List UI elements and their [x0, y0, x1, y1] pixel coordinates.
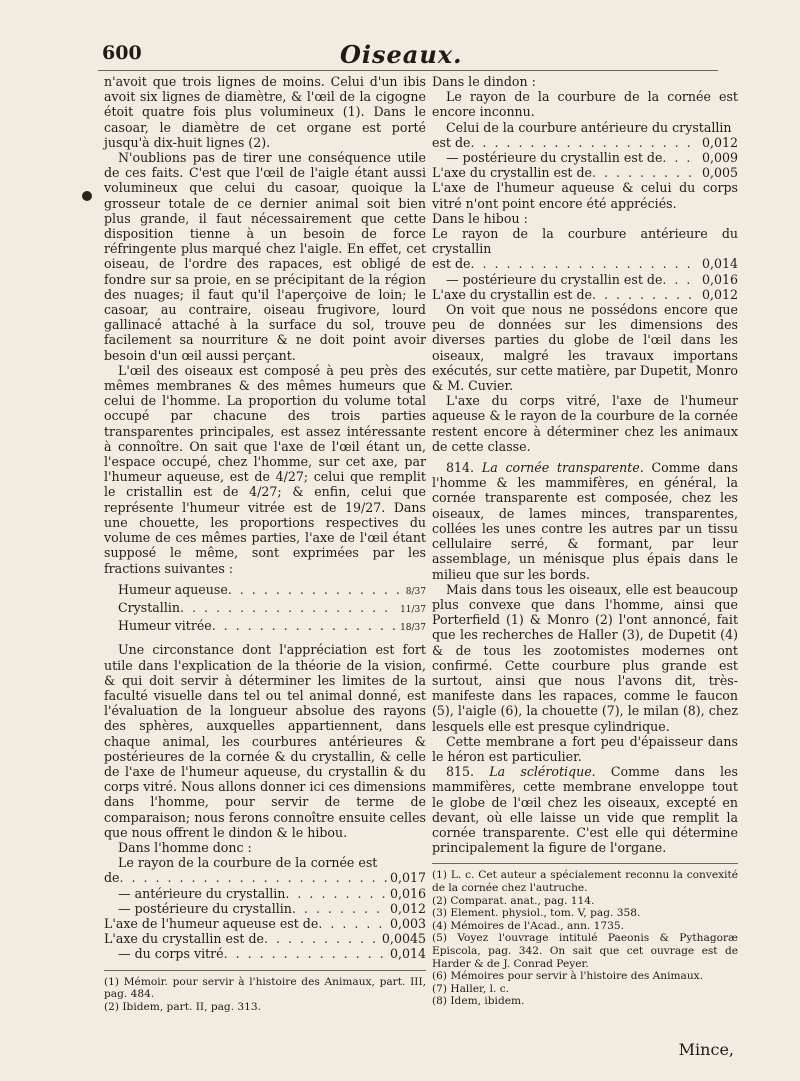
paragraph: n'avoit que trois lignes de moins. Celui d'un ibis avoit six lignes de diamètre, & l'œil de la cigogne étoit quatre fois plus volumineux (1). Dans le casoar, le diamètre de cet organe est porté jusqu'à dix-huit lignes (2).	[104, 74, 426, 150]
leader-dots	[471, 256, 699, 271]
measure-label: L'axe du crystallin est de	[432, 165, 592, 181]
measure-table	[432, 135, 738, 181]
footnote: (6) Mémoires pour servir à l'histoire des Animaux.	[432, 970, 704, 983]
measure-row	[104, 886, 426, 901]
paragraph: Dans l'homme donc :	[118, 839, 252, 855]
fraction-value: 8/37	[405, 586, 426, 597]
section-815	[432, 764, 738, 855]
paragraph: Une circonstance dont l'appréciation est fort utile dans l'explication de la théorie de la vision, & qui doit servir à déterminer les limites de la faculté visuelle dans tel ou tel animal donné, est l'évaluation de la longueur absolue des rayons des sphères, auxquelles appartiennent, dans chaque animal, les courbures antérieures & postérieures de la cornée & du crystallin, & celle de l'axe de l'humeur aqueuse, du crystallin & du corps vitré. Nous allons donner ici ces dimensions dans l'homme, pour servir de terme de comparaison; nous ferons connoître ensuite celles que nous offrent le dindon & le hibou.	[104, 642, 426, 840]
fraction-row	[118, 600, 426, 618]
fraction-label: Crystallin	[118, 599, 180, 615]
catchword: Mince,	[678, 1040, 734, 1059]
measure-value: 0,012	[701, 134, 738, 150]
paragraph: Le rayon de la courbure de la cornée est	[118, 855, 378, 871]
leader-dots	[285, 886, 387, 901]
measure-label: L'axe de l'humeur aqueuse est de	[104, 915, 319, 931]
section-title: La sclérotique.	[489, 764, 596, 780]
paragraph: Le rayon de la courbure de la cornée est encore inconnu.	[432, 89, 738, 120]
footnote-rule	[432, 863, 738, 864]
leader-dots	[264, 931, 379, 946]
fraction-row	[118, 582, 426, 600]
leader-dots	[228, 582, 403, 597]
measure-label: est de	[432, 256, 471, 272]
leader-dots	[662, 150, 699, 165]
measure-label: — du corps vitré	[118, 946, 224, 962]
measure-row	[104, 916, 426, 931]
measure-row	[432, 165, 738, 180]
measure-value: 0,014	[701, 256, 738, 272]
leader-dots	[592, 165, 699, 180]
fraction-label: Humeur vitrée	[118, 618, 212, 634]
footnote-rule	[104, 970, 426, 971]
paragraph: On voit que nous ne possédons encore que peu de données sur les dimensions des diverses parties du globe de l'œil dans les oiseaux, malgré les travaux importans exécutés, sur cette matière, par Dupetit, Monro & M. Cuvier.	[432, 302, 738, 394]
leader-dots	[212, 618, 397, 633]
left-column	[104, 74, 426, 1013]
measure-label: est de	[432, 134, 471, 150]
footnote: (2) Comparat. anat., pag. 114.	[432, 894, 595, 907]
paragraph: Dans le hibou :	[432, 210, 528, 226]
fraction-row	[118, 618, 426, 636]
footnote: (1) Mémoir. pour servir à l'histoire des Animaux, part. III, pag. 484.	[104, 975, 426, 1001]
measure-label: — antérieure du crystallin	[118, 885, 286, 901]
fraction-table	[118, 582, 426, 637]
measure-table	[104, 870, 426, 961]
measure-row	[432, 150, 738, 165]
measure-value: 0,003	[389, 915, 426, 931]
section-text: Comme dans les mammifères, cette membrane enveloppe tout le globe de l'œil chez les oiseaux, excepté en devant, où elle laisse un vide que remplit la cornée transparente. C'est elle qui détermine principalement la figure de l'organe.	[432, 764, 738, 856]
leader-dots	[224, 946, 387, 961]
section-814	[432, 460, 738, 582]
measure-value: 0,0045	[381, 931, 426, 947]
footnote: (1) L. c. Cet auteur a spécialement reconnu la convexité de la cornée chez l'autruche.	[432, 869, 738, 894]
paragraph: L'œil des oiseaux est composé à peu près des mêmes membranes & des mêmes humeurs que celui de l'homme. La proportion du volume total occupé par chacune des trois parties transparentes principales, est assez intéressante à connoître. On sait que l'axe de l'œil étant un, l'espace occupé, chez l'homme, sur cet axe, par l'humeur aqueuse, est de 4/27; celui que remplit le cristallin est de 4/27; & enfin, celui que représente l'humeur vitrée est de 19/27. Dans une chouette, les proportions respectives du volume de ces mêmes parties, l'axe de l'œil étant supposé le même, sont exprimées par les fractions suivantes :	[104, 362, 426, 576]
section-text: Comme dans l'homme & les mammifères, en général, la cornée transparente est composée, chez les oiseaux, de lames minces, transparentes, collées les unes contre les autres par un tissu cellulaire serré, & formant, par leur assemblage, un ménisque plus épais dans le milieu que sur les bords.	[432, 460, 738, 582]
section-number: 815.	[446, 764, 475, 780]
footnotes	[104, 976, 426, 1014]
footnote: (4) Mémoires de l'Acad., ann. 1735.	[432, 919, 624, 932]
leader-dots	[662, 272, 699, 287]
ink-blot	[82, 191, 92, 201]
leader-dots	[318, 916, 387, 931]
page-number: 600	[102, 42, 142, 64]
leader-dots	[180, 600, 397, 615]
footnotes	[432, 869, 738, 1008]
measure-label: — postérieure du crystallin est de	[446, 150, 663, 166]
running-head: Oiseaux.	[340, 40, 463, 69]
measure-row	[432, 287, 738, 302]
measure-label: — postérieure du crystallin est de	[446, 271, 663, 287]
right-column	[432, 74, 738, 1008]
measure-value: 0,016	[389, 885, 426, 901]
measure-value: 0,017	[389, 870, 426, 886]
measure-row	[104, 870, 426, 885]
fraction-value: 11/37	[400, 604, 426, 615]
measure-value: 0,012	[701, 286, 738, 302]
measure-value: 0,012	[389, 900, 426, 916]
section-title: La cornée transparente.	[481, 460, 644, 476]
footnote: (7) Haller, l. c.	[432, 982, 510, 995]
footnote: (2) Ibidem, part. II, pag. 313.	[104, 1000, 262, 1013]
paragraph: Mais dans tous les oiseaux, elle est beaucoup plus convexe que dans l'homme, ainsi que Porterfield (1) & Monro (2) l'ont annoncé, fait que les recherches de Haller (3), de Dupetit (4) & de tous les zootomistes modernes ont confirmé. Cette courbure plus grande est surtout, ainsi que nous l'avons dit, très-manifeste dans les rapaces, comme le faucon (5), l'aigle (6), la chouette (7), le milan (8), chez lesquels elle est presque cylindrique.	[432, 581, 738, 734]
paragraph: Dans le dindon :	[432, 74, 536, 89]
fraction-label: Humeur aqueuse	[118, 581, 228, 597]
paragraph: N'oublions pas de tirer une conséquence utile de ces faits. C'est que l'œil de l'aigle étant aussi volumineux que celui du casoar, quoique la grosseur totale de ce dernier animal soit bien plus grande, il faut nécessairement que cette disposition tienne à un besoin de force réfringente plus marqué chez l'aigle. En effet, cet oiseau, de l'ordre des rapaces, est obligé de fondre sur sa proie, en se précipitant de la région des nuages; il faut qu'il l'aperçoive de loin; le casoar, au contraire, oiseau frugivore, lourd gallinacé attaché à la surface du sol, trouve facilement sa nourriture & ne doit point avoir besoin d'un œil aussi perçant.	[104, 150, 426, 363]
header-rule	[98, 70, 718, 71]
paragraph: Cette membrane a fort peu d'épaisseur dans le héron est particulier.	[432, 733, 738, 764]
fraction-value: 18/37	[400, 623, 426, 634]
section-number: 814.	[446, 460, 475, 476]
measure-label: L'axe du crystallin est de	[104, 931, 264, 947]
measure-table	[432, 256, 738, 302]
paragraph: Le rayon de la courbure antérieure du crystallin	[432, 226, 738, 257]
measure-value: 0,005	[701, 165, 738, 181]
measure-label: de	[104, 870, 120, 886]
leader-dots	[471, 135, 699, 150]
measure-value: 0,009	[701, 150, 738, 166]
measure-row	[104, 946, 426, 961]
measure-row	[432, 256, 738, 271]
paragraph: Celui de la courbure antérieure du crystallin	[446, 119, 732, 135]
measure-label: L'axe du crystallin est de	[432, 286, 592, 302]
leader-dots	[292, 901, 387, 916]
measure-row	[432, 135, 738, 150]
measure-row	[104, 931, 426, 946]
measure-label: — postérieure du crystallin	[118, 900, 292, 916]
measure-value: 0,016	[701, 271, 738, 287]
paragraph: L'axe du corps vitré, l'axe de l'humeur aqueuse & le rayon de la courbure de la cornée restent encore à déterminer chez les animaux de cette classe.	[432, 393, 738, 454]
footnote: (8) Idem, ibidem.	[432, 995, 525, 1008]
measure-row	[104, 901, 426, 916]
leader-dots	[120, 870, 387, 885]
leader-dots	[592, 287, 699, 302]
footnote: (3) Element. physiol., tom. V, pag. 358.	[432, 907, 641, 920]
footnote: (5) Voyez l'ouvrage intitulé Paeonis & Pythagoræ Episcola, pag. 342. On sait que cet ouvrage est de Harder & de J. Conrad Peyer.	[432, 932, 738, 970]
measure-value: 0,014	[389, 946, 426, 962]
paragraph: L'axe de l'humeur aqueuse & celui du corps vitré n'ont point encore été appréciés.	[432, 180, 738, 211]
measure-row	[432, 272, 738, 287]
